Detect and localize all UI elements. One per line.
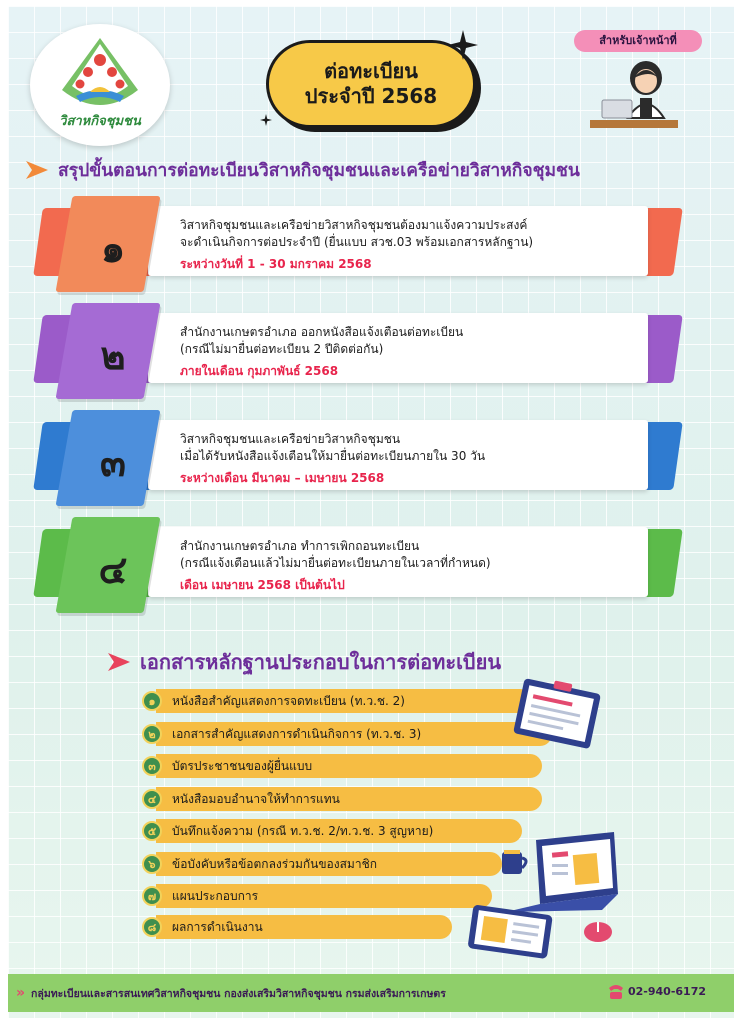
document-number: ๓ (142, 756, 162, 776)
step-number: ๒ (100, 333, 126, 378)
document-item-7 (142, 883, 492, 909)
poster (8, 6, 734, 1018)
arrow-icon (24, 159, 50, 181)
phone-icon (606, 982, 626, 1002)
step-card-3 (28, 410, 688, 510)
document-text: บัตรประชาชนของผู้ยื่นแบบ (156, 754, 542, 778)
document-item-5 (142, 818, 522, 844)
document-number: ๗ (142, 886, 162, 906)
title-line2: ประจำปี 2568 (304, 84, 438, 108)
sparkle-icon (260, 114, 272, 126)
tablet-icon (462, 904, 562, 962)
step-line1: วิสาหกิจชุมชนและเครือข่ายวิสาหกิจชุมชน (180, 432, 401, 446)
sparkle-icon (448, 30, 478, 60)
document-number: ๑ (142, 691, 162, 711)
title-line1: ต่อทะเบียน (324, 59, 418, 83)
step-card-4 (28, 517, 688, 617)
clipboard-icon (504, 674, 614, 754)
officer-tag: สำหรับเจ้าหน้าที่ (574, 30, 702, 52)
logo-text: วิสาหกิจชุมชน (59, 114, 141, 129)
document-text: หนังสือมอบอำนาจให้ทำการแทน (156, 787, 542, 811)
step-line2: จะดำเนินกิจการต่อประจำปี (ยื่นแบบ สวช.03 พร้อมเอกสารหลักฐาน) (180, 235, 534, 249)
footer-phone: 02-940-6172 (628, 985, 707, 998)
document-text: ผลการดำเนินงาน (156, 915, 452, 939)
footer-text: กลุ่มทะเบียนและสารสนเทศวิสาหกิจชุมชน กองส่งเสริมวิสาหกิจชุมชน กรมส่งเสริมการเกษตร (31, 987, 446, 1000)
chevron-right-icon: » (16, 985, 26, 1001)
section-heading-steps-text: สรุปขั้นตอนการต่อทะเบียนวิสาหกิจชุมชนและเครือข่ายวิสาหกิจชุมชน (58, 161, 580, 181)
step-line1: วิสาหกิจชุมชนและเครือข่ายวิสาหกิจชุมชนต้องมาแจ้งความประสงค์ (180, 218, 528, 232)
document-text: บันทึกแจ้งความ (กรณี ท.ว.ช. 2/ท.ว.ช. 3 สูญหาย) (156, 819, 522, 843)
step-card-1 (28, 196, 688, 296)
coffee-cup-icon (496, 842, 532, 878)
step-date: เดือน เมษายน 2568 เป็นต้นไป (180, 578, 345, 592)
document-number: ๘ (142, 917, 162, 937)
document-item-1 (142, 688, 532, 714)
section-heading-documents (106, 646, 501, 678)
step-date: ระหว่างวันที่ 1 - 30 มกราคม 2568 (180, 257, 372, 271)
logo (30, 24, 170, 146)
document-text: หนังสือสำคัญแสดงการจดทะเบียน (ท.ว.ช. 2) (156, 689, 532, 713)
document-item-2 (142, 721, 552, 747)
section-heading-steps (24, 156, 580, 184)
officer-illustration (584, 56, 684, 136)
document-number: ๒ (142, 724, 162, 744)
document-number: ๖ (142, 854, 162, 874)
document-text: เอกสารสำคัญแสดงการดำเนินกิจการ (ท.ว.ช. 3) (156, 722, 552, 746)
document-item-3 (142, 753, 542, 779)
title-badge (266, 40, 476, 128)
step-line2: เมื่อได้รับหนังสือแจ้งเตือนให้มายื่นต่อทะเบียนภายใน 30 วัน (180, 449, 486, 463)
document-item-8 (142, 914, 452, 940)
document-item-6 (142, 851, 502, 877)
step-number: ๔ (98, 547, 128, 592)
step-line2: (กรณีไม่มายื่นต่อทะเบียน 2 ปีติดต่อกัน) (180, 342, 384, 356)
document-number: ๕ (142, 821, 162, 841)
document-number: ๔ (142, 789, 162, 809)
step-line1: สำนักงานเกษตรอำเภอ ทำการเพิกถอนทะเบียน (180, 539, 420, 553)
step-line2: (กรณีแจ้งเตือนแล้วไม่มายื่นต่อทะเบียนภายในเวลาที่กำหนด) (180, 556, 491, 570)
document-text: แผนประกอบการ (156, 884, 492, 908)
step-date: ภายในเดือน กุมภาพันธ์ 2568 (180, 364, 339, 378)
mouse-icon (578, 918, 618, 946)
step-card-2 (28, 303, 688, 403)
step-date: ระหว่างเดือน มีนาคม – เมษายน 2568 (180, 471, 385, 485)
arrow-icon (106, 651, 132, 673)
document-text: ข้อบังคับหรือข้อตกลงร่วมกันของสมาชิก (156, 852, 502, 876)
footer-bar (8, 974, 734, 1012)
section-heading-documents-text: เอกสารหลักฐานประกอบในการต่อทะเบียน (140, 650, 501, 674)
step-number: ๑ (100, 226, 126, 271)
step-line1: สำนักงานเกษตรอำเภอ ออกหนังสือแจ้งเตือนต่อทะเบียน (180, 325, 464, 339)
document-item-4 (142, 786, 542, 812)
step-number: ๓ (100, 440, 126, 485)
